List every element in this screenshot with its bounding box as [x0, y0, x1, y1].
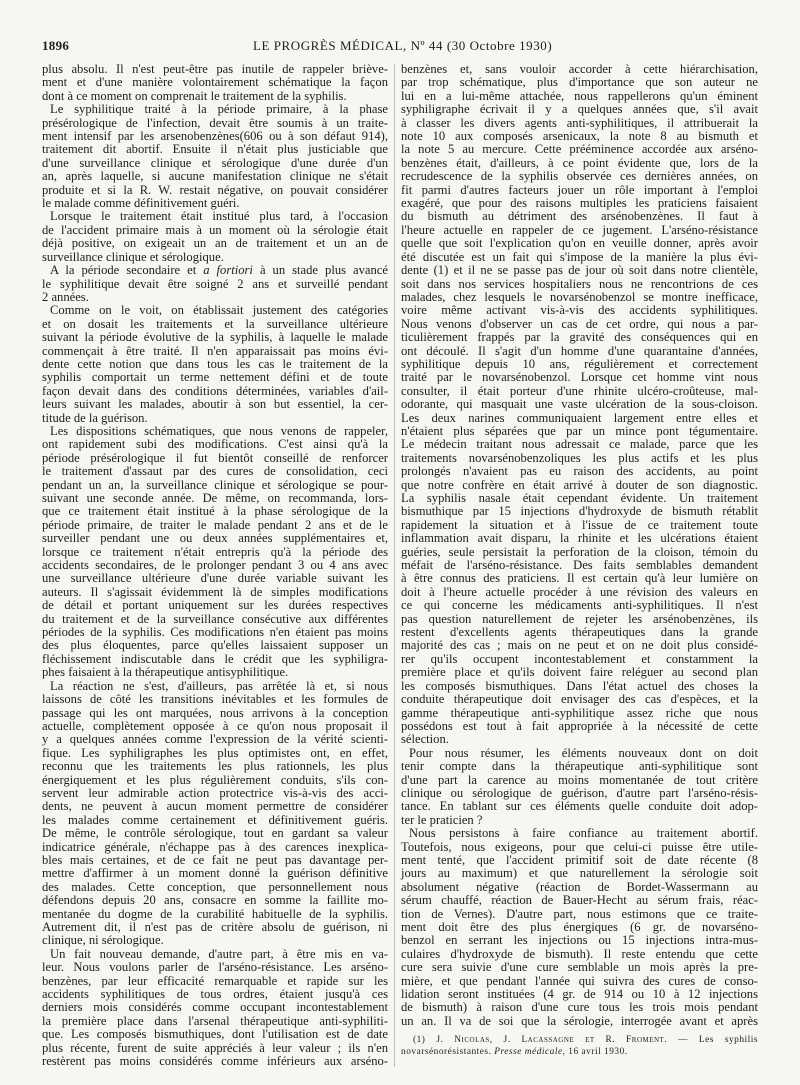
text-line: mentanée du dogme de la curabilité habituelle de la syphilis. — [42, 906, 388, 921]
text-line: d'une part la carence au moins momentanée de tout critère — [401, 772, 758, 787]
text-line: de l'accident primaire mais à un moment où la sérologie était — [42, 222, 388, 237]
text-line: La réaction ne s'est, d'ailleurs, pas arrêtée là et, si nous — [50, 678, 388, 693]
text-line: tion de Vernes). D'autre part, nous estimons que ce traite- — [401, 906, 758, 921]
footnote — [401, 1034, 758, 1058]
paragraph — [401, 827, 758, 1028]
text-line: La syphilis nasale était cependant évidente. Un traitement — [401, 491, 758, 505]
paragraph — [42, 304, 388, 425]
text-line: Nous venons d'observer un cas de cet ordre, qui nous a par- — [401, 316, 758, 331]
paragraph — [42, 425, 388, 680]
text-line: le traitement d'assaut par des cures de consolidation, ceci — [42, 464, 388, 479]
text-line: quelle que soit l'explication qu'on en veuille donner, après avoir — [401, 236, 758, 251]
text-line: clinique, ni sérologique. — [42, 933, 164, 948]
text-line: Le médecin traitant nous adressait ce malade, parce que les — [401, 437, 758, 452]
text-line: phes faisaient à la thérapeutique antisyphilitique. — [42, 665, 289, 680]
text-line: façon devait dans des conditions déterminées, variables d'ail- — [42, 383, 388, 398]
text-line: rapidement la situation et à l'issue de ce traitement toute — [401, 517, 758, 532]
text-line: fique. Les syphiligraphes les plus optimistes ont, en effet, — [42, 745, 388, 760]
running-header — [42, 38, 760, 56]
paragraph — [42, 264, 388, 304]
text-run: (1) — [413, 1035, 437, 1046]
text-line: accidents syphilitiques de tous ordres, étaient jusqu'à ces — [42, 987, 388, 1002]
text-line: benzènes et, sans vouloir accorder à cette hiérarchisation, — [401, 62, 758, 76]
paragraph — [401, 63, 758, 747]
text-line: restent d'excellents agents thérapeutiques dans la grande — [401, 625, 758, 640]
paragraph — [42, 948, 388, 1069]
text-line: absolument négative (réaction de Bordet-Wassermann au — [401, 879, 758, 894]
text-line: mière, et que pendant l'année qui suivra des cures de conso- — [401, 973, 758, 988]
text-line: ment tenté, que l'accident primitif soit de date récente (8 — [401, 852, 758, 867]
text-line: méfait de l'arséno-résistance. Des faits semblables demandent — [401, 558, 758, 573]
text-line: tance. En tablant sur ces éléments quelle conduite doit adop- — [401, 799, 758, 814]
text-line: leurs suivant les malades, aboutir à son but essentiel, la cer- — [42, 397, 388, 412]
text-line: première place et qu'ils doivent faire reléguer au second plan — [401, 665, 758, 680]
text-line: été discutée est un fait qui s'impose de la manière la plus évi- — [401, 249, 758, 264]
text-line: à être connus des praticiens. Il est certain qu'à leur lumière on — [401, 571, 758, 586]
text-line: période primaire, de traiter le malade pendant 2 ans et de le — [42, 517, 388, 532]
text-line: odorante, qui masquait une vaste ulcération de la sous-cloison. — [401, 397, 758, 412]
text-line: de bismuth) à raison d'une cure tous les trois mois pendant — [401, 1000, 758, 1015]
text-line: note 10 aux composés arsenicaux, la note 8 au bismuth et — [401, 129, 758, 144]
text-line: un an. Il va de soi que la sérologie, interrogée avant et après — [401, 1013, 758, 1028]
text-line: exagéré, que pour des raisons multiples les praticiens faisaient — [401, 196, 758, 211]
text-line: surveillance clinique et sérologique. — [42, 249, 224, 264]
text-line: à classer les divers agents anti-syphilitiques, il attribuerait la — [401, 115, 758, 130]
text-line: pendant un an, la surveillance clinique et sérologique se pour- — [42, 477, 388, 492]
text-line: restèrent pas moins considérés comme inférieurs aux arséno- — [42, 1054, 388, 1069]
text-line: voire même activant vis-à-vis des accidents syphilitiques. — [401, 303, 758, 318]
text-line: an, après laquelle, si aucune manifestation clinique ne s'était — [42, 169, 388, 184]
text-line: ment doit être des plus énergiques (6 gr. de novarséno- — [401, 920, 758, 934]
text-line: traitement dit abortif. Ensuite il n'était plus justiciable que — [42, 142, 388, 157]
paragraph — [42, 210, 388, 264]
text-line: surveiller pendant une ou deux années supplémentaires et, — [42, 531, 388, 546]
text-line: doit à l'heure actuelle procéder à une révision des valeurs en — [401, 584, 758, 599]
text-line: présérologique de l'infection, devait être soumis à un traite- — [42, 115, 388, 130]
journal-title: LE PROGRÈS MÉDICAL, Nº 44 (30 Octobre 1930) — [253, 38, 553, 53]
text-line: ment intensif par les arsenobenzènes(606 ou à son défaut 914), — [42, 129, 388, 144]
text-line: reconnu que les traitements les plus rationnels, les plus — [42, 759, 388, 774]
right-column — [401, 63, 758, 1058]
text-line: sérum chauffé, réaction de Bauer-Hecht au sérum frais, réac- — [401, 893, 758, 908]
text-line: Comme on le voit, on établissait justement des catégories — [50, 303, 388, 318]
paragraph — [42, 680, 388, 948]
text-line: passage qui les ont marquées, nous arrivons à la conception — [42, 705, 388, 720]
text-run: à un stade plus avancé — [252, 263, 388, 278]
text-line: pas question naturellement de rejeter les arsénobenzènes, ils — [401, 611, 758, 626]
text-line: derniers mois considérés comme occupant incontestablement — [42, 1000, 388, 1015]
text-line: Pour nous résumer, les éléments nouveaux dont on doit — [409, 745, 758, 760]
text-line: gamme thérapeutique anti-syphilitique assez riche que nous — [401, 705, 758, 720]
column-rule — [394, 64, 395, 1067]
text-line: produite et si la R. W. restait négative, on pouvait considérer — [42, 182, 388, 197]
page-number: 1896 — [42, 38, 70, 53]
text-line: que. Les composés bismuthiques, dont l'utilisation est de date — [42, 1027, 388, 1042]
text-line: titude de la guérison. — [42, 410, 148, 425]
text-line: benzol en serrant les injections ou 15 injections intra-mus- — [401, 933, 758, 948]
text-line: plus récente, furent de suite appréciés à leur valeur ; ils n'en — [42, 1040, 388, 1055]
left-column — [42, 63, 388, 1068]
text-line: guéries, seule persistait la perforation de la cloison, témoin du — [401, 544, 758, 559]
text-line: Toutefois, nous exigeons, pour que celui-ci puisse être utile- — [401, 839, 758, 854]
text-line: 2 années. — [42, 289, 89, 304]
text-line: possédons est tout à fait appropriée à la nécessité de cette — [401, 718, 758, 733]
small-caps-text: J. Nicolas, J. Lacassagne et R. Froment. — [436, 1035, 668, 1046]
text-line: la première place dans l'arsenal thérapeutique anti-syphiliti- — [42, 1013, 388, 1028]
italic-text: Presse médicale — [494, 1047, 563, 1058]
text-line: conduite thérapeutique doit envisager des cas d'espèces, et la — [401, 692, 758, 707]
text-line: fit parmi d'autres facteurs jouer un rôle important à l'emploi — [401, 182, 758, 197]
text-line: ter le praticien ? — [401, 812, 483, 827]
text-line: syphiligraphe écrivait il y a quelques années que, s'il avait — [401, 102, 758, 117]
text-line: de détail et portant uniquement sur les durées respectives — [42, 598, 388, 613]
text-line: et on dosait les traitements et la surveillance ultérieure — [42, 316, 388, 331]
text-line: suivant une seconde année. De même, on recommanda, lors- — [42, 491, 388, 505]
text-line: actuelle, complètement opposée à ce qu'on nous proposait il — [42, 718, 388, 733]
text-line: auteurs. Il s'agissait évidemment là de simples modifications — [42, 584, 388, 599]
text-line: les malades comme certainement et définitivement guéris. — [42, 812, 388, 827]
text-line: indicatrice générale, n'échappe pas à des carences inexplica- — [42, 839, 388, 854]
text-line: les composés bismuthiques. Dans l'état actuel des choses la — [401, 678, 758, 693]
text-line: malades, chez lesquels le novarsénobenzol se montre inefficace, — [401, 289, 758, 304]
text-line: suivant la période évolutive de la syphilis, à laquelle le malade — [42, 330, 388, 345]
text-line: benzènes était, d'ailleurs, à ce point évidente que, lors de la — [401, 155, 758, 170]
text-line: Autrement dit, il n'est pas de critère absolu de guérison, ni — [42, 920, 388, 934]
text-run: A la période secondaire et — [50, 263, 204, 278]
text-line — [401, 1034, 758, 1046]
text-line: par trop schématique, plus d'importance que son auteur ne — [401, 75, 758, 90]
text-line: périodes de la syphilis. Ces modifications n'en étaient pas moins — [42, 625, 388, 640]
text-line: y a quelques années comme l'expression de la vérité scienti- — [42, 732, 388, 747]
text-line: recrudescence de la syphilis observée ces dernières années, on — [401, 169, 758, 184]
text-line: Nous persistons à faire confiance au traitement abortif. — [409, 826, 758, 841]
text-line: bismuthique par 15 injections d'hydroxyde de bismuth rétablit — [401, 504, 758, 519]
text-line: période présérologique il fut bientôt conseillé de renforcer — [42, 450, 388, 465]
text-line: lidation seront instituées (4 gr. de 914 ou 10 à 12 injections — [401, 987, 758, 1002]
text-line: syphilitique depuis 10 ans, régulièrement et correctement — [401, 356, 758, 371]
text-line: accidents secondaires, de le prolonger pendant 3 ou 4 ans avec — [42, 558, 388, 573]
text-line: une surveillance ultérieure d'une durée variable suivant les — [42, 571, 388, 586]
text-line: d'une surveillance clinique et sérologique d'une durée d'un — [42, 155, 388, 170]
text-line: déjà positive, on exigeait un an de traitement et un an de — [42, 236, 388, 251]
text-line: que ce traitement était institué à la phase sérologique de la — [42, 504, 388, 519]
text-run: novarsénorésistantes. — [401, 1047, 495, 1058]
text-line: traité par le novarsénobenzol. Lorsque cet homme vint nous — [401, 370, 758, 385]
text-line: rer qu'ils occupent incontestablement et constamment la — [401, 651, 758, 666]
text-line: cure sera suivie d'une cure semblable un mois après la pre- — [401, 960, 758, 975]
text-line: dente cette notion que dans tous les cas le traitement de la — [42, 356, 388, 371]
text-line: des malades. Cette conception, que personnellement nous — [42, 879, 388, 894]
text-line: syphilis comportait un terme nettement défini et de toute — [42, 370, 388, 385]
text-line: dente (1) et il ne se passe pas de jour où soit dans notre clientèle, — [401, 263, 758, 278]
text-line: ment et d'une manière volontairement schématique la façon — [42, 75, 388, 90]
text-line: Le syphilitique traité à la période primaire, à la phase — [50, 102, 388, 117]
text-line: culaires d'hydroxyde de bismuth). Il reste entendu que cette — [401, 946, 758, 961]
text-run: — Les syphilis — [667, 1035, 759, 1046]
text-line: inflammation avait disparu, la rhinite et les ulcérations étaient — [401, 531, 758, 546]
text-line: ont découlé. Il s'agit d'un homme d'une quarantaine d'années, — [401, 343, 758, 358]
text-line: commençait à être traité. Il n'en apparaissait pas moins évi- — [42, 343, 388, 358]
text-line: dents, ne peuvent à aucun moment permettre de considérer — [42, 799, 388, 814]
text-line: lorsque ce traitement n'était entrepris qu'à la période des — [42, 544, 388, 559]
text-line: prolongés n'avaient pas eu raison des accidents, au point — [401, 464, 758, 479]
text-line: tenir compte dans la thérapeutique anti-syphilitique sont — [401, 759, 758, 774]
text-line: Les deux narines communiquaient largement entre elles et — [401, 410, 758, 425]
paragraph — [401, 747, 758, 827]
text-line: benzènes, par leur efficacité remarquable et rapide sur les — [42, 973, 388, 988]
text-line: le malade comme définitivement guéri. — [42, 196, 240, 211]
text-line: ce qui concerne les médicaments anti-syphilitiques. Il n'est — [401, 598, 758, 613]
text-line: bles mais certaines, et de ce fait ne peut pas davantage per- — [42, 852, 388, 867]
text-line: De même, le contrôle sérologique, tout en gardant sa valeur — [42, 826, 388, 841]
text-line: l'heure actuelle en rappeler de ce jugement. L'arséno-résistance — [401, 222, 758, 237]
right-column-text — [401, 63, 758, 1028]
paragraph — [42, 103, 388, 210]
text-line: ont rapidement subi des modifications. C'est ainsi qu'à la — [42, 437, 388, 452]
text-line: du traitement et de la surveillance consécutive aux différentes — [42, 611, 388, 626]
text-line: fléchissement indiscutable dans le crédit que les syphiligra- — [42, 651, 388, 666]
text-line: du bismuth au détriment des arsénobenzènes. Il faut à — [401, 209, 758, 224]
text-line: mettre d'affirmer à un moment donné la guérison définitive — [42, 866, 388, 881]
text-line: sélection. — [401, 732, 449, 747]
text-line: Les dispositions schématiques, que nous venons de rappeler, — [50, 423, 388, 438]
text-line: servent leur admirable action protectrice vis-à-vis des acci- — [42, 785, 388, 800]
text-line: lui en a lui-même attachée, nous rappellerons qu'un éminent — [401, 88, 758, 103]
text-line: soit dans nos services hospitaliers nous ne rencontrions de ces — [401, 276, 758, 291]
text-line: jours au maximum) et que naturellement la sérologie soit — [401, 866, 758, 881]
text-line: que notre confrère en était arrivé à douter de son diagnostic. — [401, 477, 758, 492]
text-line: majorité des cas ; mais on ne peut et on ne doit plus considé- — [401, 638, 758, 653]
text-run: , 16 avril 1930. — [562, 1047, 628, 1058]
text-line — [42, 264, 388, 277]
text-line: leur. Nous voulons parler de l'arséno-résistance. Les arséno- — [42, 960, 388, 975]
text-line: des plus éloquentes, parce qu'elles laissaient supposer un — [42, 638, 388, 653]
text-line: laissons de côté les transitions inévitables et les formules de — [42, 692, 388, 707]
text-line: clinique ou sérologique de guérison, d'autre part l'arséno-résis- — [401, 785, 758, 800]
italic-text: a fortiori — [203, 263, 253, 278]
text-line: n'étaient plus séparées que par un mince pont tégumentaire. — [401, 423, 758, 438]
paragraph — [42, 63, 388, 103]
text-line: énergiquement et les plus régulièrement conduits, s'ils con- — [42, 772, 388, 787]
text-line: défendons depuis 20 ans, consacre en somme la faillite mo- — [42, 893, 388, 908]
text-line: traitements novarsénobenzoliques les plus actifs et les plus — [401, 450, 758, 465]
text-line: consulter, il était porteur d'une rhinite ulcéro-croûteuse, mal- — [401, 383, 758, 398]
text-line: dont à ce moment on comprenait le traitement de la syphilis. — [42, 88, 347, 103]
text-line: Un fait nouveau demande, d'autre part, à être mis en va- — [50, 946, 388, 961]
text-line: Lorsque le traitement était institué plus tard, à l'occasion — [50, 209, 388, 224]
text-line — [401, 1046, 758, 1058]
text-line: plus absolu. Il n'est peut-être pas inutile de rappeler briève- — [42, 62, 388, 76]
text-line: le syphilitique devait être soigné 2 ans et surveillé pendant — [42, 276, 388, 291]
text-line: ticulièrement frappés par la gravité des conséquences qui en — [401, 330, 758, 345]
text-line: la note 5 au mercure. Cette prééminence accordée aux arséno- — [401, 142, 758, 157]
